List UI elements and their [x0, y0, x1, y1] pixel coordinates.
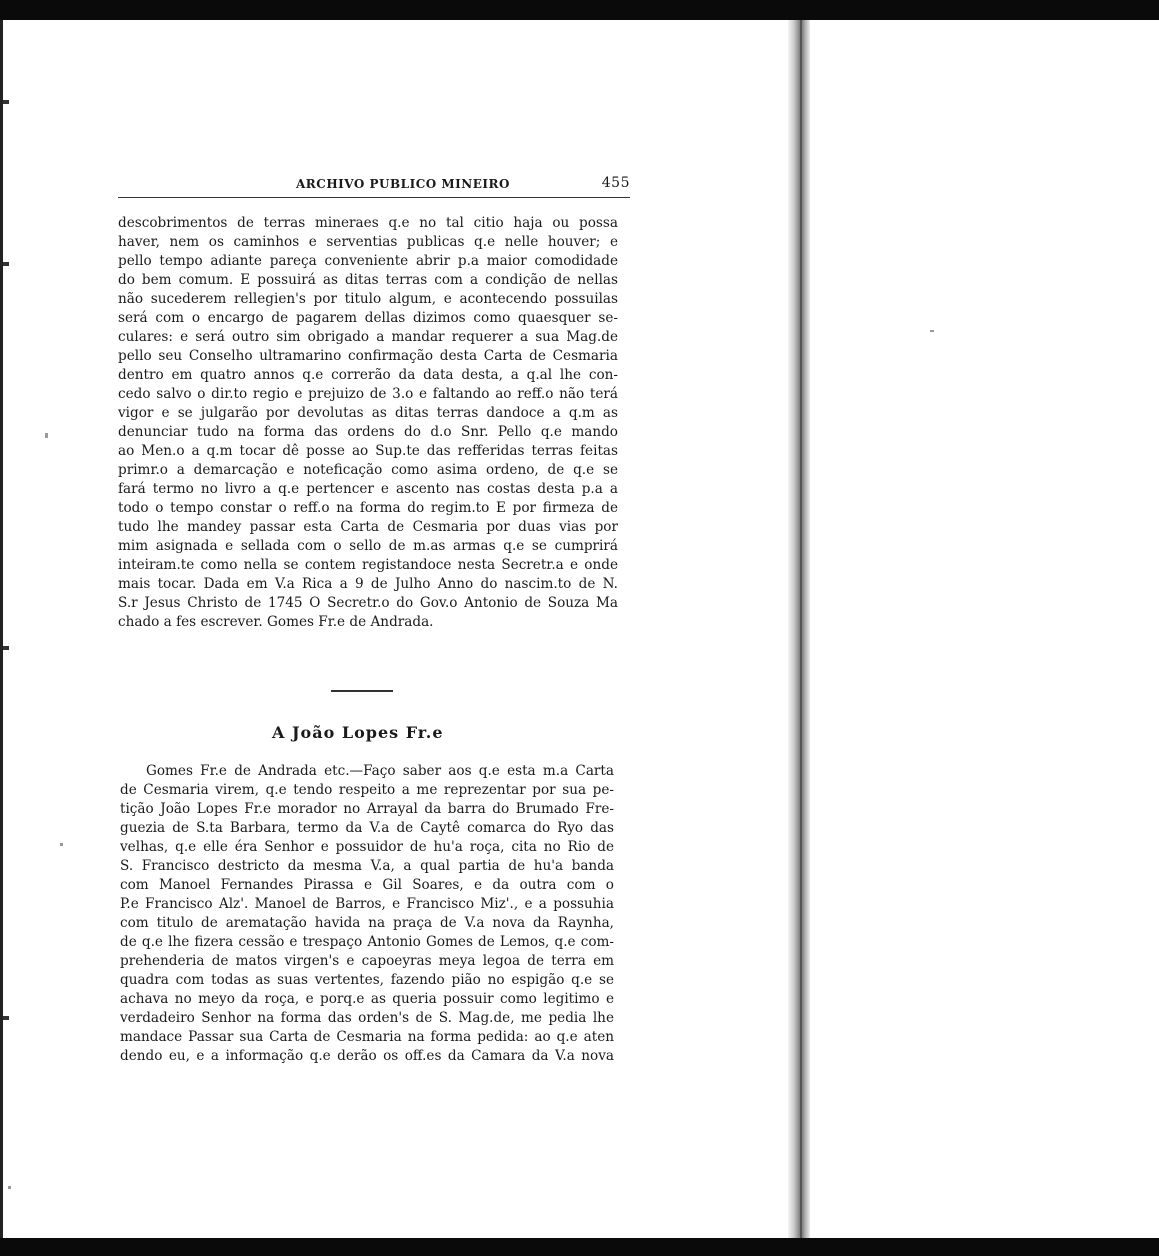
scan-top-border — [0, 0, 1159, 20]
scan-bottom-border — [0, 1238, 1159, 1256]
text-line: inteiram.te como nella se contem registandoce nesta Secretr.a e onde — [118, 557, 618, 573]
text-line: com Manoel Fernandes Pirassa e Gil Soares, e da outra com o — [120, 877, 614, 893]
text-line: será com o encargo de pagarem dellas dizimos como quaesquer se- — [118, 310, 618, 326]
text-line: tudo lhe mandey passar esta Carta de Cesmaria por duas vias por — [118, 519, 618, 535]
text-line: prehenderia de matos virgen's e capoeyras meya legoa de terra em — [120, 953, 614, 969]
text-line: cedo salvo o dir.to regio e prejuizo de 3.o e faltando ao reff.o não terá — [118, 386, 618, 402]
book-gutter — [788, 20, 810, 1238]
text-line: pello tempo adiante pareça conveniente abrir p.a maior comodidade — [118, 253, 618, 269]
scan-edge-mark — [3, 646, 9, 650]
text-line: Gomes Fr.e de Andrada etc.—Faço saber aos q.e esta m.a Carta — [146, 763, 614, 779]
text-line: de q.e lhe fizera cessão e trespaço Antonio Gomes de Lemos, q.e com- — [120, 934, 614, 950]
text-line: guezia de S.ta Barbara, termo da V.a de Caytê comarca do Ryo das — [120, 820, 614, 836]
text-line: dentro em quatro annos q.e correrão da data desta, a q.al lhe con- — [118, 367, 618, 383]
text-line: pello seu Conselho ultramarino confirmação desta Carta de Cesmaria — [118, 348, 618, 364]
page-number: 455 — [601, 175, 630, 191]
scan-edge-mark — [3, 100, 9, 104]
text-line: verdadeiro Senhor na forma das orden's de S. Mag.de, me pedia lhe — [120, 1010, 614, 1026]
scan-speck — [45, 433, 48, 438]
scan-edge-mark — [3, 1016, 9, 1020]
text-line: do bem comum. E possuirá as ditas terras com a condição de nellas — [118, 272, 618, 288]
text-line: mim asignada e sellada com o sello de m.as armas q.e se cumprirá — [118, 538, 618, 554]
header-title: ARCHIVO PUBLICO MINEIRO — [296, 177, 510, 191]
text-line: chado a fes escrever. Gomes Fr.e de Andrada. — [118, 614, 434, 630]
text-line: vigor e se julgarão por devolutas as ditas terras dandoce a q.m as — [118, 405, 618, 421]
text-line: de Cesmaria virem, q.e tendo respeito a me reprezentar por sua pe- — [120, 782, 614, 798]
running-header — [118, 175, 630, 195]
text-line: mandace Passar sua Carta de Cesmaria na forma pedida: ao q.e aten — [120, 1029, 614, 1045]
text-line: todo o tempo constar o reff.o na forma do regim.to E por firmeza de — [118, 500, 618, 516]
scan-speck — [60, 843, 63, 846]
text-line: não sucederem rellegien's por titulo algum, e acontecendo possuilas — [118, 291, 618, 307]
text-line: S.r Jesus Christo de 1745 O Secretr.o do Gov.o Antonio de Souza Ma — [118, 595, 618, 611]
text-line: culares: e será outro sim obrigado a mandar requerer a sua Mag.de — [118, 329, 618, 345]
scan-edge-mark — [3, 262, 9, 266]
section-separator — [331, 690, 393, 692]
text-line: achava no meyo da roça, e porq.e as queria possuir como legitimo e — [120, 991, 614, 1007]
text-line: velhas, q.e elle éra Senhor e possuidor de hu'a roça, cita no Rio de — [120, 839, 614, 855]
text-line: mais tocar. Dada em V.a Rica a 9 de Julho Anno do nascim.to de N. — [118, 576, 618, 592]
text-line: descobrimentos de terras mineraes q.e no tal citio haja ou possa — [118, 215, 618, 231]
text-line: S. Francisco destricto da mesma V.a, a qual partia de hu'a banda — [120, 858, 614, 874]
header-rule — [118, 197, 630, 198]
book-gutter-line — [800, 20, 802, 1238]
section-title: A João Lopes Fr.e — [272, 723, 444, 742]
text-line: fará termo no livro a q.e pertencer e ascento nas costas desta p.a a — [118, 481, 618, 497]
scan-left-edge — [0, 20, 3, 1238]
text-line: dendo eu, e a informação q.e derão os off.es da Camara da V.a nova — [120, 1048, 614, 1064]
text-line: tição João Lopes Fr.e morador no Arrayal da barra do Brumado Fre- — [120, 801, 614, 817]
text-line: P.e Francisco Alz'. Manoel de Barros, e Francisco Miz'., e a possuhia — [120, 896, 614, 912]
scan-speck — [930, 330, 934, 332]
text-line: primr.o a demarcação e noteficação como asima ordeno, de q.e se — [118, 462, 618, 478]
text-line: ao Men.o a q.m tocar dê posse ao Sup.te das refferidas terras feitas — [118, 443, 618, 459]
text-line: denunciar tudo na forma das ordens do d.o Snr. Pello q.e mando — [118, 424, 618, 440]
text-line: com titulo de arematação havida na praça de V.a nova da Raynha, — [120, 915, 614, 931]
scan-speck — [8, 1186, 11, 1189]
text-line: haver, nem os caminhos e serventias publicas q.e nelle houver; e — [118, 234, 618, 250]
text-line: quadra com todas as suas vertentes, fazendo pião no espigão q.e se — [120, 972, 614, 988]
